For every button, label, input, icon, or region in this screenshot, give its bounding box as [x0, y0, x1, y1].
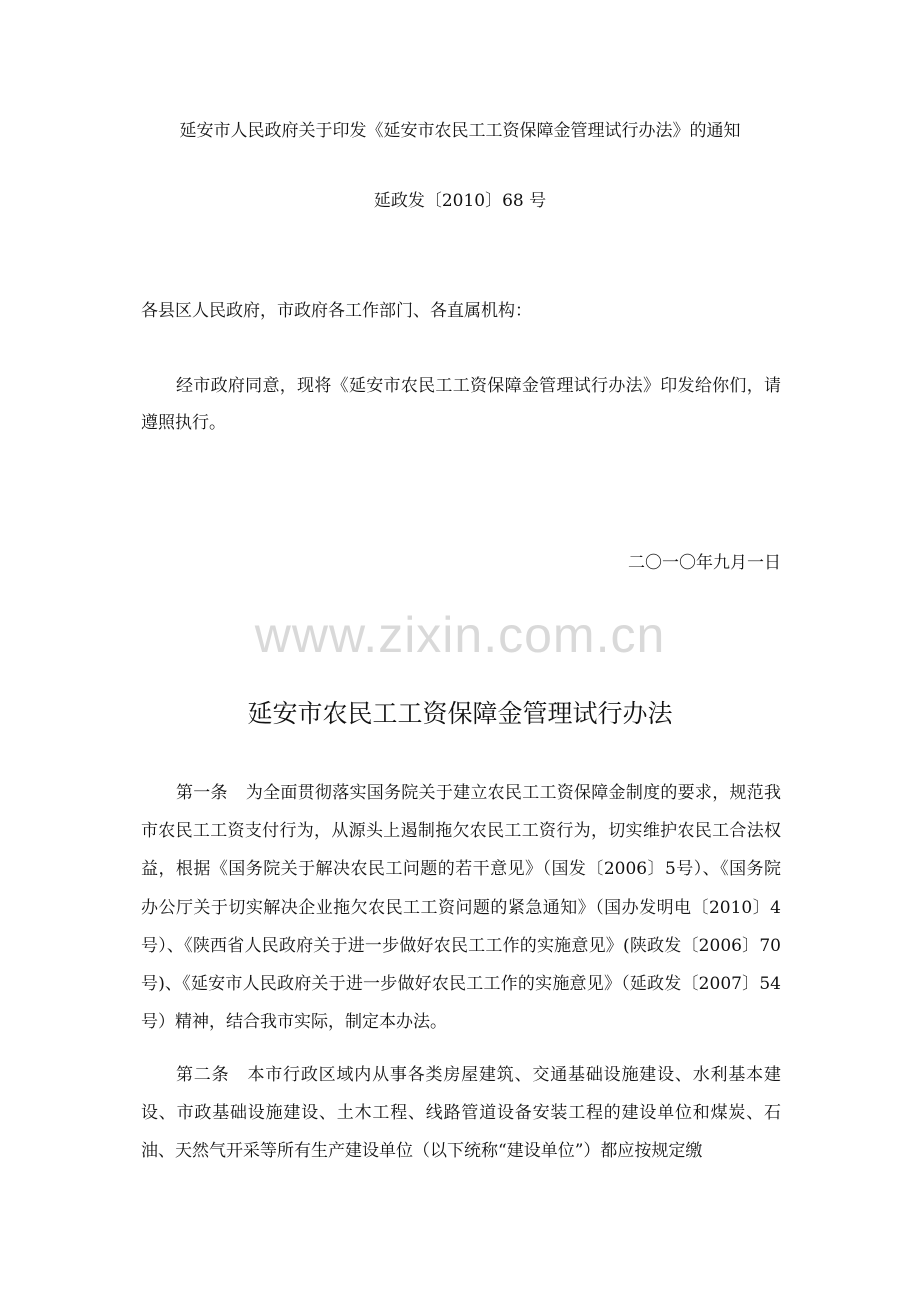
document-number: 延政发〔2010〕68 号 — [373, 191, 547, 211]
article-text: 本市行政区域内从事各类房屋建筑、交通基础设施建设、水利基本建设、市政基础设施建设、土木工程、线路管道设备安装工程的建设单位和煤炭、石油、天然气开采等所有生产建设单位（以下统称“建设单位”）都应按规定缴 — [141, 1065, 781, 1162]
article-text: 为全面贯彻落实国务院关于建立农民工工资保障金制度的要求，规范我市农民工工资支付行为，从源头上遏制拖欠农民工工资行为，切实维护农民工合法权益，根据《国务院关于解决农民工问题的若干意见》（国发〔2006〕5号）、《国务院办公厅关于切实解决企业拖欠农民工工资问题的紧急通知》（国办发明电〔2010〕4 号）、《陕西省人民政府关于进一步做好农民工工作的实施意见》(陕政发〔2006〕70 号)、《延安市人民政府关于进一步做好农民工工作的实施意见》（延政发〔2007〕54 号）精神，结合我市实际，制定本办法。 — [141, 783, 782, 1033]
regulation-title: 延安市农民工工资保障金管理试行办法 — [247, 699, 673, 728]
notice-title: 延安市人民政府关于印发《延安市农民工工资保障金管理试行办法》的通知 — [179, 121, 741, 141]
watermark: www.zixin.com.cn — [254, 607, 666, 663]
issue-date: 二〇一〇年九月一日 — [628, 553, 781, 573]
article-2 — [141, 1056, 781, 1171]
salutation: 各县区人民政府，市政府各工作部门、各直属机构： — [141, 301, 532, 321]
article-1 — [141, 774, 781, 1041]
article-number: 第一条 — [176, 783, 228, 803]
notice-body: 经市政府同意，现将《延安市农民工工资保障金管理试行办法》印发给你们，请遵照执行。 — [141, 376, 781, 433]
article-number: 第二条 — [176, 1065, 230, 1085]
